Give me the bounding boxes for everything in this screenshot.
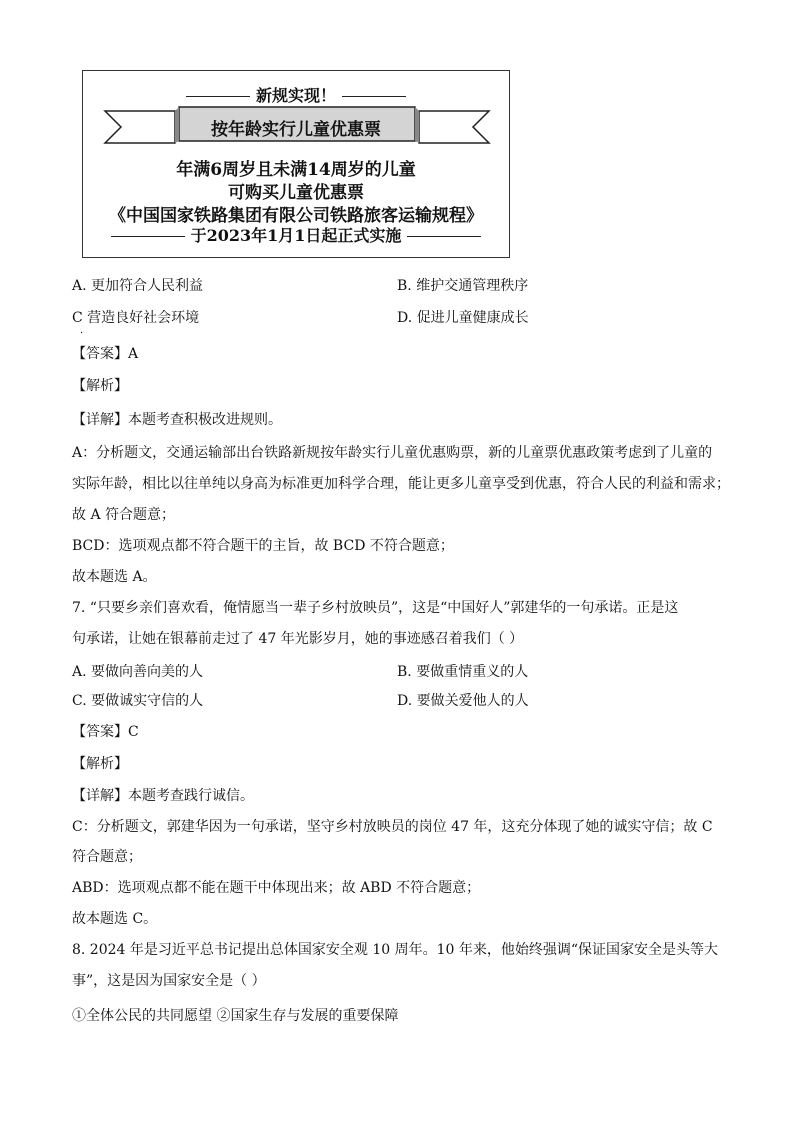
poster-header-text: 新规实现！ <box>255 86 336 105</box>
poster-header <box>83 83 509 106</box>
poster-footer <box>83 223 509 246</box>
q8-items: ①全体公民的共同愿望 ②国家生存与发展的重要保障 <box>72 1008 399 1024</box>
poster-image <box>82 70 510 258</box>
poster-footer-text: 于2023年1月1日起正式实施 <box>190 226 402 245</box>
q7-stem-1: 7. “只要乡亲们喜欢看，俺情愿当一辈子乡村放映员”，这是“中国好人”郭建华的一句承诺。正是这 <box>72 600 679 616</box>
q6-explanation-5: 故本题选 A。 <box>72 569 157 585</box>
poster-line-2: 可购买儿童优惠票 <box>228 183 364 203</box>
footer-rule-left <box>111 236 185 238</box>
q6-detail: 【详解】本题考查积极改进规则。 <box>72 412 282 428</box>
q7-answer: 【答案】C <box>72 724 139 740</box>
q7-option-d: D. 要做关爱他人的人 <box>397 693 529 709</box>
q7-detail: 【详解】本题考查践行诚信。 <box>72 788 254 804</box>
header-rule-left <box>186 96 250 98</box>
q6-answer: 【答案】A <box>72 346 139 362</box>
q7-analysis-heading: 【解析】 <box>72 756 128 772</box>
q7-explanation-4: 故本题选 C。 <box>72 911 158 927</box>
q7-option-b: B. 要做重情重义的人 <box>397 664 529 680</box>
q6-explanation-4: BCD：选项观点都不符合题干的主旨，故 BCD 不符合题意； <box>72 538 454 554</box>
q6-option-c: C 营造良好社会环境 <box>72 310 200 326</box>
poster-ribbon-text: 按年龄实行儿童优惠票 <box>211 120 381 140</box>
q7-explanation-2: 符合题意； <box>72 849 142 865</box>
q6-explanation-1: A：分析题文，交通运输部出台铁路新规按年龄实行儿童优惠购票，新的儿童票优惠政策考虑到了儿童的 <box>72 445 713 461</box>
q6-explanation-3: 故 A 符合题意； <box>72 507 176 523</box>
q6-option-d: D. 促进儿童健康成长 <box>397 310 529 326</box>
q6-option-a: A. 更加符合人民利益 <box>72 278 204 294</box>
q6-explanation-2: 实际年龄，相比以往单纯以身高为标准更加科学合理，能让更多儿童享受到优惠，符合人民的利益和需求； <box>72 476 730 492</box>
q7-option-a: A. 要做向善向美的人 <box>72 664 204 680</box>
q7-option-c: C. 要做诚实守信的人 <box>72 693 204 709</box>
q7-explanation-3: ABD：选项观点都不能在题干中体现出来；故 ABD 不符合题意； <box>72 880 481 896</box>
q6-option-b: B. 维护交通管理秩序 <box>397 278 529 294</box>
poster-line-3: 《中国国家铁路集团有限公司铁路旅客运输规程》 <box>109 206 483 226</box>
footer-rule-right <box>407 236 481 238</box>
q7-stem-2: 句承诺，让她在银幕前走过了 47 年光影岁月，她的事迹感召着我们（ ） <box>72 631 524 647</box>
header-rule-right <box>342 96 406 98</box>
q8-stem-2: 事”，这是因为国家安全是（ ） <box>72 973 266 989</box>
q8-stem-1: 8. 2024 年是习近平总书记提出总体国家安全观 10 周年。10 年来，他始终强调“保证国家安全是头等大 <box>72 942 719 958</box>
q7-explanation-1: C：分析题文，郭建华因为一句承诺，坚守乡村放映员的岗位 47 年，这充分体现了她的诚实守信；故 C <box>72 819 713 835</box>
q6-analysis-heading: 【解析】 <box>72 378 128 394</box>
q6-option-c-dot: ． <box>80 325 90 336</box>
poster-line-1: 年满6周岁且未满14周岁的儿童 <box>176 160 416 180</box>
